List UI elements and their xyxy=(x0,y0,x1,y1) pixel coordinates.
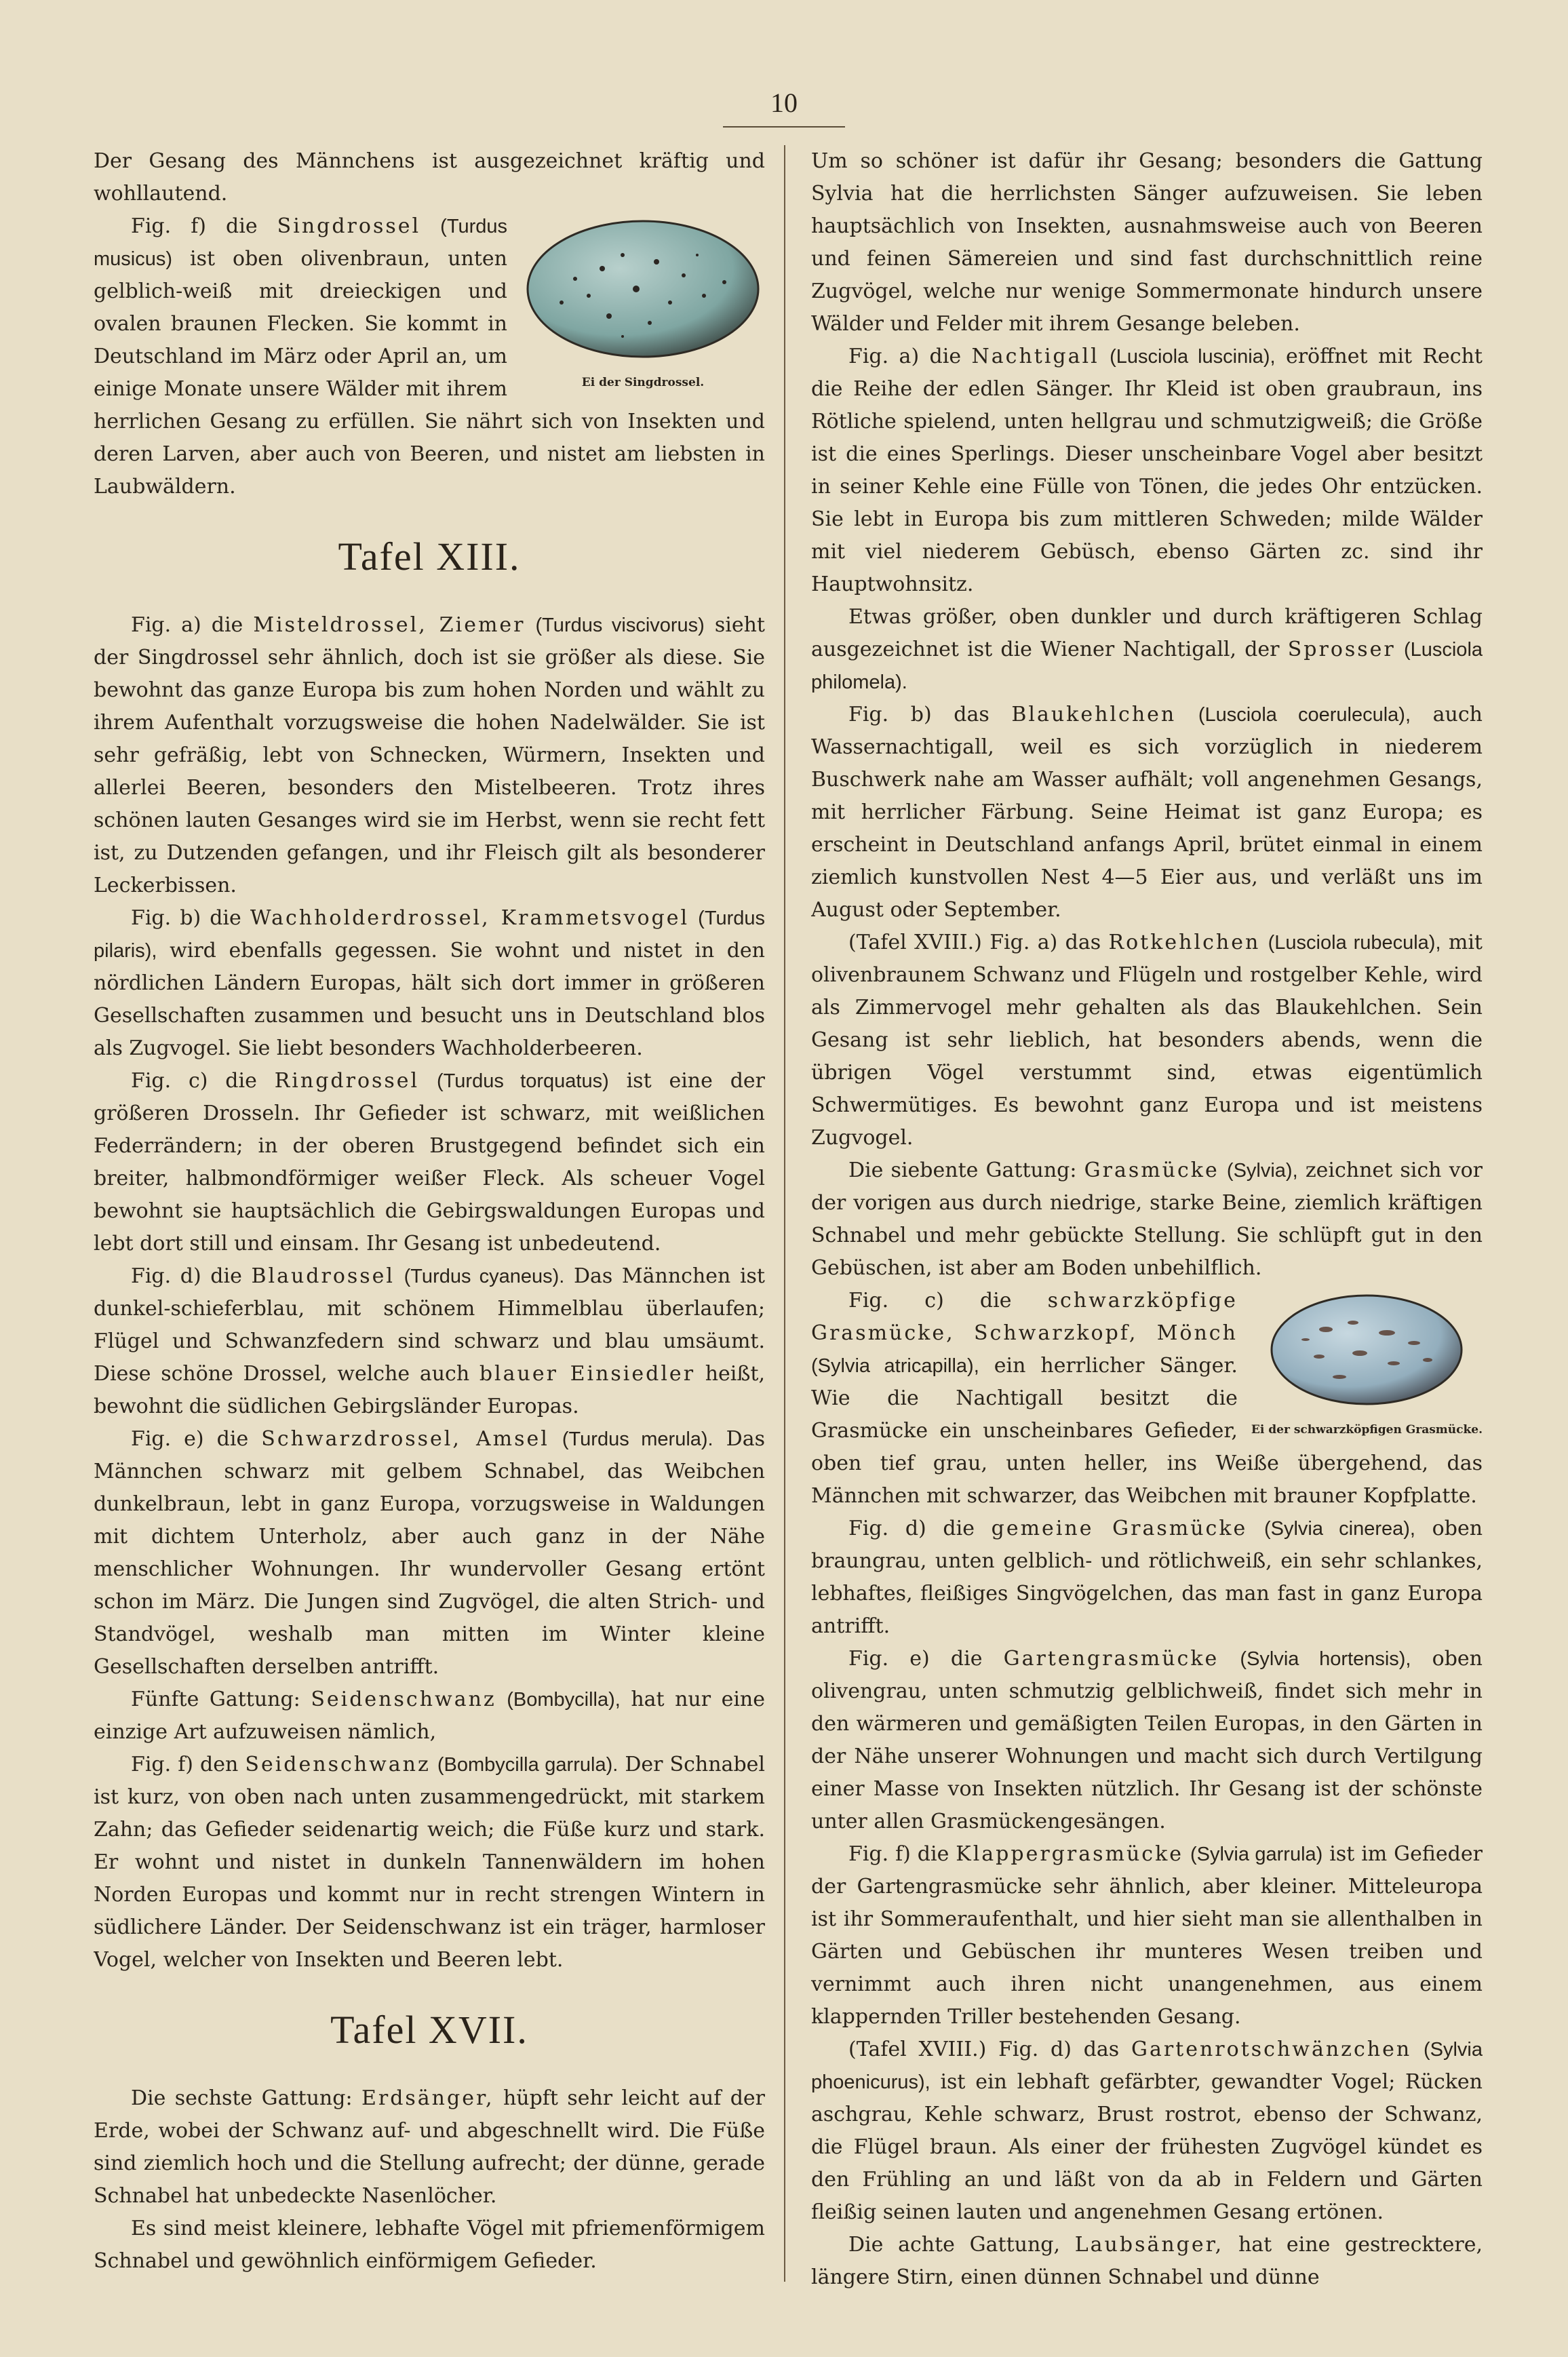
egg-singdrossel-icon xyxy=(521,214,765,364)
paragraph: Fig. a) die Nachtigall (Lusciola luscinia), eröffnet mit Recht die Reihe der edlen Sänger. Ihr Kleid ist oben graubraun, ins Rötliche spielend, unten hellgrau und schmutzigweiß; die Größe ist die eines Sperlings. Dieser unscheinbare Vogel aber besitzt in seiner Kehle eine Fülle von Tönen, die jedes Ohr entzücken. Sie lebt in Europa bis zum mittleren Schweden; milde Wälder mit viel niederem Gebüsch, ebenso Gärten zc. sind ihr Hauptwohnsitz. xyxy=(811,345,1483,596)
paragraph: Etwas größer, oben dunkler und durch kräftigeren Schlag ausgezeichnet ist die Wiener Nachtigall, der Sprosser (Lusciola philomela). xyxy=(811,605,1483,693)
egg-caption: Ei der schwarzköpfigen Grasmücke. xyxy=(1251,1423,1483,1437)
paragraph: Fünfte Gattung: Seidenschwanz (Bombycilla), hat nur eine einzige Art aufzuweisen nämlich, xyxy=(94,1688,765,1744)
paragraph: Die siebente Gattung: Grasmücke (Sylvia), zeichnet sich vor der vorigen aus durch niedrige, starke Beine, ziemlich kräftigen Schnabel und mehr gebückte Stellung. Sie schlüpft gut in den Gebüschen, ist aber am Boden unbehilflich. xyxy=(811,1158,1483,1280)
paragraph-grasmuecke: Ei der schwarzköpfigen Grasmücke. Fig. c) die schwarzköpfige Grasmücke, Schwarzkopf, Mönch (Sylvia atricapilla), ein herrlicher Sänger. Wie die Nachtigall besitzt die Grasmücke ein unscheinbares Gefieder, oben tief grau, unten heller, ins Weiße übergehend, das Männchen mit schwarzer, das Weibchen mit brauner Kopfplatte. xyxy=(811,1289,1483,1508)
column-divider xyxy=(784,145,785,2282)
egg-figure-grasmuecke xyxy=(1251,1289,1483,1443)
paragraph: Fig. e) die Gartengrasmücke (Sylvia hortensis), oben olivengrau, unten schmutzig gelblichweiß, findet sich mehr in den wärmeren und gemäßigten Teilen Europas, in den Gärten in der Nähe unserer Wohnungen und macht sich durch Vertilgung einer Masse von Insekten nützlich. Ihr Gesang ist der schönste unter allen Grasmückengesängen. xyxy=(811,1647,1483,1833)
paragraph: Fig. b) das Blaukehlchen (Lusciola coerulecula), auch Wassernachtigall, weil es sich vorzüglich in niederem Buschwerk nahe am Wasser aufhält; voll angenehmen Gesangs, mit herrlicher Färbung. Seine Heimat ist ganz Europa; es erscheint in Deutschland anfangs April, brütet einmal in einem ziemlich kunstvollen Nest 4—5 Eier aus, und verläßt uns im August oder September. xyxy=(811,703,1483,922)
paragraph: Die sechste Gattung: Erdsänger, hüpft sehr leicht auf der Erde, wobei der Schwanz auf- und abgeschnellt wird. Die Füße sind ziemlich hoch und die Stellung aufrecht; der dünne, gerade Schnabel hat unbedeckte Nasenlöcher. xyxy=(94,2086,765,2208)
paragraph: (Tafel XVIII.) Fig. a) das Rotkehlchen (Lusciola rubecula), mit olivenbraunem Schwanz und Flügeln und rostgelber Kehle, wird als Zimmervogel mehr gehalten als das Blaukehlchen. Sein Gesang ist sehr lieblich, hat besonders abends, wenn die übrigen Vögel verstummt sind, etwas eigentümlich Schwermütiges. Es bewohnt ganz Europa und ist meistens Zugvogel. xyxy=(811,931,1483,1150)
page-number: 10 xyxy=(770,87,798,118)
egg-figure-singdrossel xyxy=(521,214,765,396)
paragraph-singdrossel: Ei der Singdrossel. Fig. f) die Singdrossel (Turdus musicus) ist oben olivenbraun, unten gelblich-weiß mit dreieckigen und ovalen braunen Flecken. Sie kommt in Deutschland im März oder April an, um einige Monate unsere Wälder mit ihrem herrlichen Gesang zu erfüllen. Sie nährt sich von Insekten und deren Larven, aber auch von Beeren, und nistet am liebsten in Laubwäldern. xyxy=(94,214,765,499)
paragraph: Um so schöner ist dafür ihr Gesang; besonders die Gattung Sylvia hat die herrlichsten Sänger aufzuweisen. Sie leben hauptsächlich von Insekten, ausnahmsweise auch von Beeren und feinen Sämereien und sind fast durchschnittlich reine Zugvögel, welche nur wenige Sommermonate hindurch unsere Wälder und Felder mit ihrem Gesange beleben. xyxy=(811,149,1483,336)
paragraph: Fig. a) die Misteldrossel, Ziemer (Turdus viscivorus) sieht der Singdrossel sehr ähnlich, doch ist sie größer als diese. Sie bewohnt das ganze Europa bis zum hohen Norden und wählt zu ihrem Aufenthalt vorzugsweise die hohen Nadelwälder. Sie ist sehr gefräßig, lebt von Schnecken, Würmern, Insekten und allerlei Beeren, besonders den Mistelbeeren. Trotz ihres schönen lauten Gesanges wird sie im Herbst, wenn sie recht fett ist, zu Dutzenden gefangen, und ihr Fleisch gilt als besonderer Leckerbissen. xyxy=(94,613,765,897)
paragraph: Fig. d) die Blaudrossel (Turdus cyaneus). Das Männchen ist dunkel-schieferblau, mit schönem Himmelblau überlaufen; Flügel und Schwanzfedern sind schwarz und blau umsäumt. Diese schöne Drossel, welche auch blauer Einsiedler heißt, bewohnt die südlichen Gebirgsländer Europas. xyxy=(94,1264,765,1418)
paragraph: Fig. f) den Seidenschwanz (Bombycilla garrula). Der Schnabel ist kurz, von oben nach unten zusammengedrückt, mit starkem Zahn; das Gefieder seidenartig weich; die Füße kurz und stark. Er wohnt und nistet in dunkeln Tannenwäldern im hohen Norden Europas und kommt nur in recht strengen Wintern in südlichere Länder. Der Seidenschwanz ist ein träger, harmloser Vogel, welcher von Insekten und Beeren lebt. xyxy=(94,1753,765,1972)
paragraph: Fig. f) die Klappergrasmücke (Sylvia garrula) ist im Gefieder der Gartengrasmücke sehr ähnlich, aber kleiner. Mitteleuropa ist ihr Sommeraufenthalt, und hier sieht man sie allenthalben in Gärten und Gebüschen ihr munteres Wesen treiben und vernimmt auch ihren nicht unangenehmen, aus einem klappernden Triller bestehenden Gesang. xyxy=(811,1842,1483,2029)
paragraph: Fig. b) die Wachholderdrossel, Krammetsvogel (Turdus pilaris), wird ebenfalls gegessen. Sie wohnt und nistet in den nördlichen Ländern Europas, hält sich dort immer in größeren Gesellschaften zusammen und besucht uns in Deutschland blos als Zugvogel. Sie liebt besonders Wachholderbeeren. xyxy=(94,906,765,1060)
egg-caption: Ei der Singdrossel. xyxy=(581,376,705,389)
paragraph: Fig. d) die gemeine Grasmücke (Sylvia cinerea), oben braungrau, unten gelblich- und rötlichweiß, ein sehr schlankes, lebhaftes, fleißiges Singvögelchen, das man fast in ganz Europa antrifft. xyxy=(811,1517,1483,1638)
paragraph: Fig. e) die Schwarzdrossel, Amsel (Turdus merula). Das Männchen schwarz mit gelbem Schnabel, das Weibchen dunkelbraun, lebt in ganz Europa, vorzugsweise in Waldungen mit dichtem Unterholz, aber auch ganz in der Nähe menschlicher Wohnungen. Ihr wundervoller Gesang ertönt schon im März. Die Jungen sind Zugvögel, die alten Strich- und Standvögel, weshalb man mitten im Winter kleine Gesellschaften derselben antrifft. xyxy=(94,1427,765,1679)
paragraph: Die achte Gattung, Laubsänger, hat eine gestrecktere, längere Stirn, einen dünnen Schnabel und dünne xyxy=(811,2233,1483,2289)
page-number-rule xyxy=(723,126,845,128)
paragraph: Der Gesang des Männchens ist ausgezeichnet kräftig und wohllautend. xyxy=(94,149,765,206)
paragraph: Es sind meist kleinere, lebhafte Vögel mit pfriemenförmigem Schnabel und gewöhnlich einförmigem Gefieder. xyxy=(94,2217,765,2273)
section-heading: Tafel XVII. xyxy=(330,2008,528,2052)
section-heading: Tafel XIII. xyxy=(338,534,521,579)
paragraph: (Tafel XVIII.) Fig. d) das Gartenrotschwänzchen (Sylvia phoenicurus), ist ein lebhaft gefärbter, gewandter Vogel; Rücken aschgrau, Kehle schwarz, Brust rostrot, ebenso der Schwanz, die Flügel braun. Als einer der frühesten Zugvögel kündet es den Frühling an und läßt von da ab in Feldern und Gärten fleißig seinen lauten und angenehmen Gesang ertönen. xyxy=(811,2038,1483,2224)
paragraph: Fig. c) die Ringdrossel (Turdus torquatus) ist eine der größeren Drosseln. Ihr Gefieder ist schwarz, mit weißlichen Federrändern; in der oberen Brustgegend befindet sich ein breiter, halbmondförmiger weißer Fleck. Als scheuer Vogel bewohnt sie hauptsächlich die Gebirgswaldungen Europas und lebt dort still und einsam. Ihr Gesang ist unbedeutend. xyxy=(94,1069,765,1255)
right-column xyxy=(811,145,1483,2316)
left-column xyxy=(94,145,765,2316)
egg-grasmuecke-icon xyxy=(1265,1289,1468,1411)
